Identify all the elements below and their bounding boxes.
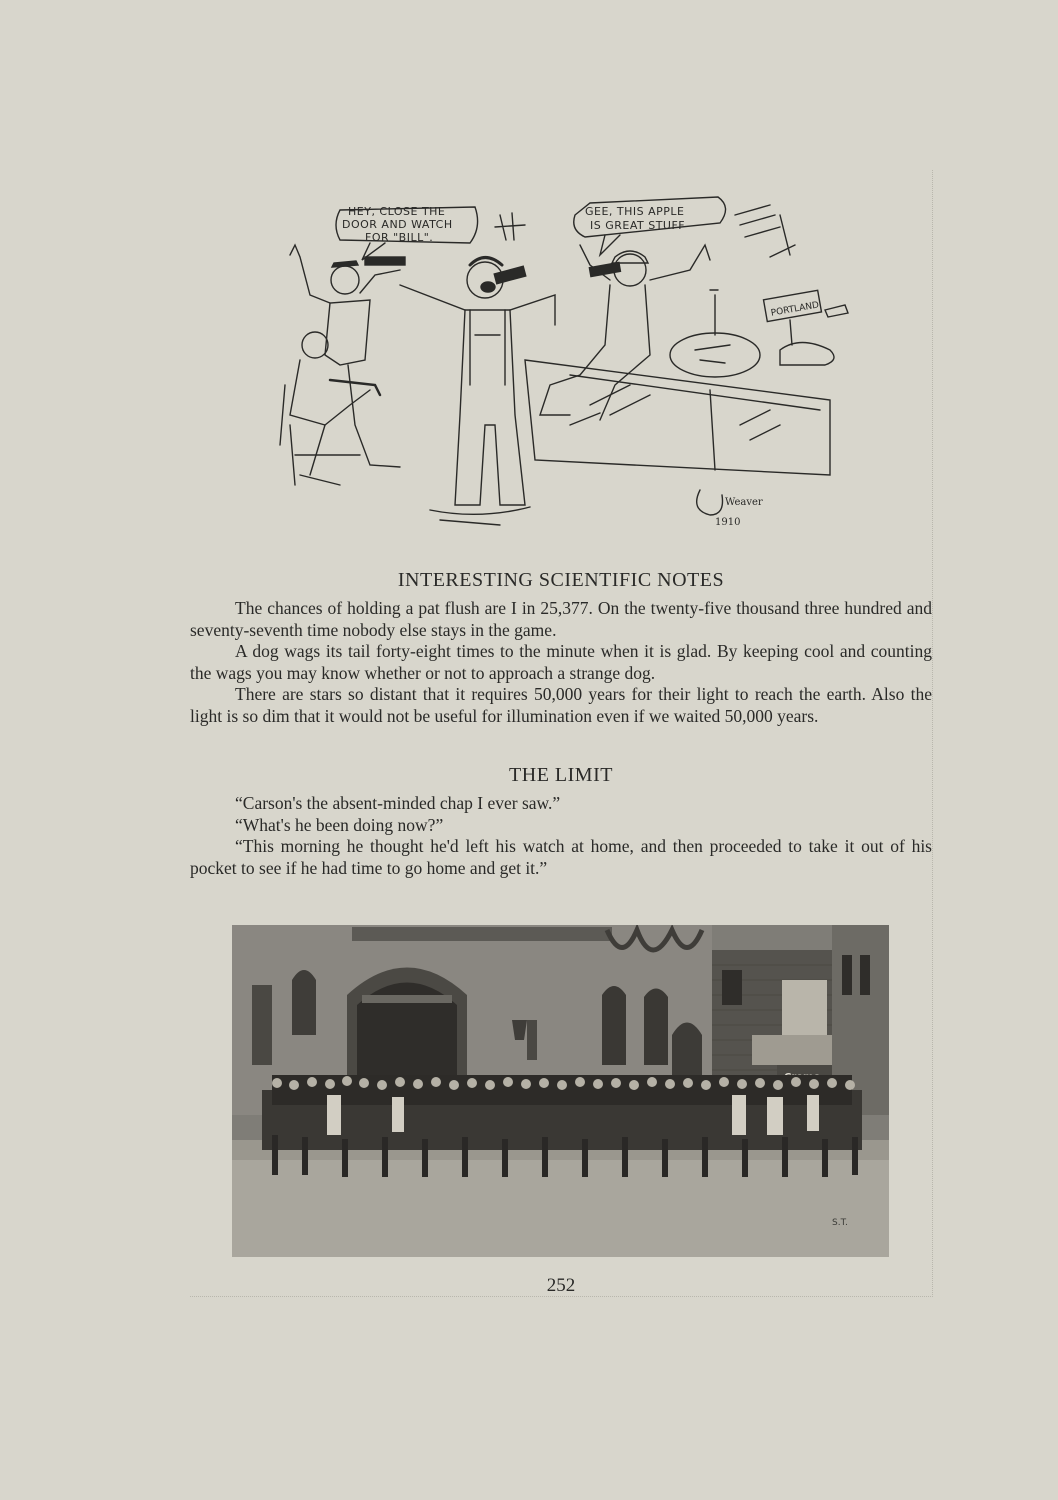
paragraph: “What's he been doing now?” (235, 814, 444, 835)
artist-signature (697, 490, 763, 528)
portland-sign-text: PORTLAND (770, 300, 820, 319)
speech-bubble-left (336, 205, 478, 260)
paragraph: There are stars so distant that it requires 50,000 years for their light to reach the earth. Also the light is so dim that it would not be useful for illumination even if we waited 50,000 years. (190, 684, 932, 726)
scientific-notes-text (190, 598, 932, 727)
bubble-left-line1: HEY, CLOSE THE (348, 205, 446, 218)
signature-year: 1910 (715, 517, 741, 528)
pie (670, 333, 760, 377)
paragraph: “Carson's the absent-minded chap I ever saw.” (235, 793, 561, 813)
bubble-left-line3: FOR "BILL". (365, 231, 434, 244)
page-number: 252 (546, 1275, 576, 1296)
speech-bubble-right (574, 197, 726, 255)
counter (525, 360, 830, 475)
signature-name: Weaver (725, 497, 763, 508)
bubble-right-line1: GEE, THIS APPLE (585, 205, 685, 218)
paragraph: The chances of holding a pat flush are I in 25,377. On the twenty-five thousand three hundred and seventy-seventh time nobody else stays in the game. (190, 598, 932, 640)
portland-sign (764, 290, 848, 365)
the-limit-text (190, 793, 932, 879)
cartoon-illustration (270, 185, 850, 535)
bubble-right-line2: IS GREAT STUFF (590, 219, 686, 232)
paragraph: “This morning he thought he'd left his watch at home, and then proceeded to take it out of his pocket to see if he had time to go home and get it.” (190, 836, 932, 878)
section-title-scientific-notes: INTERESTING SCIENTIFIC NOTES (397, 569, 725, 591)
figure-right (540, 245, 710, 420)
photo-initials: S.T. (832, 1218, 848, 1228)
figure-center (400, 258, 555, 526)
paragraph: A dog wags its tail forty-eight times to the minute when it is glad. By keeping cool and counting the wags you may know whether or not to approach a strange dog. (190, 641, 932, 683)
section-title-the-limit: THE LIMIT (509, 764, 613, 786)
group-photograph (232, 925, 889, 1257)
bubble-left-line2: DOOR AND WATCH (342, 218, 453, 231)
